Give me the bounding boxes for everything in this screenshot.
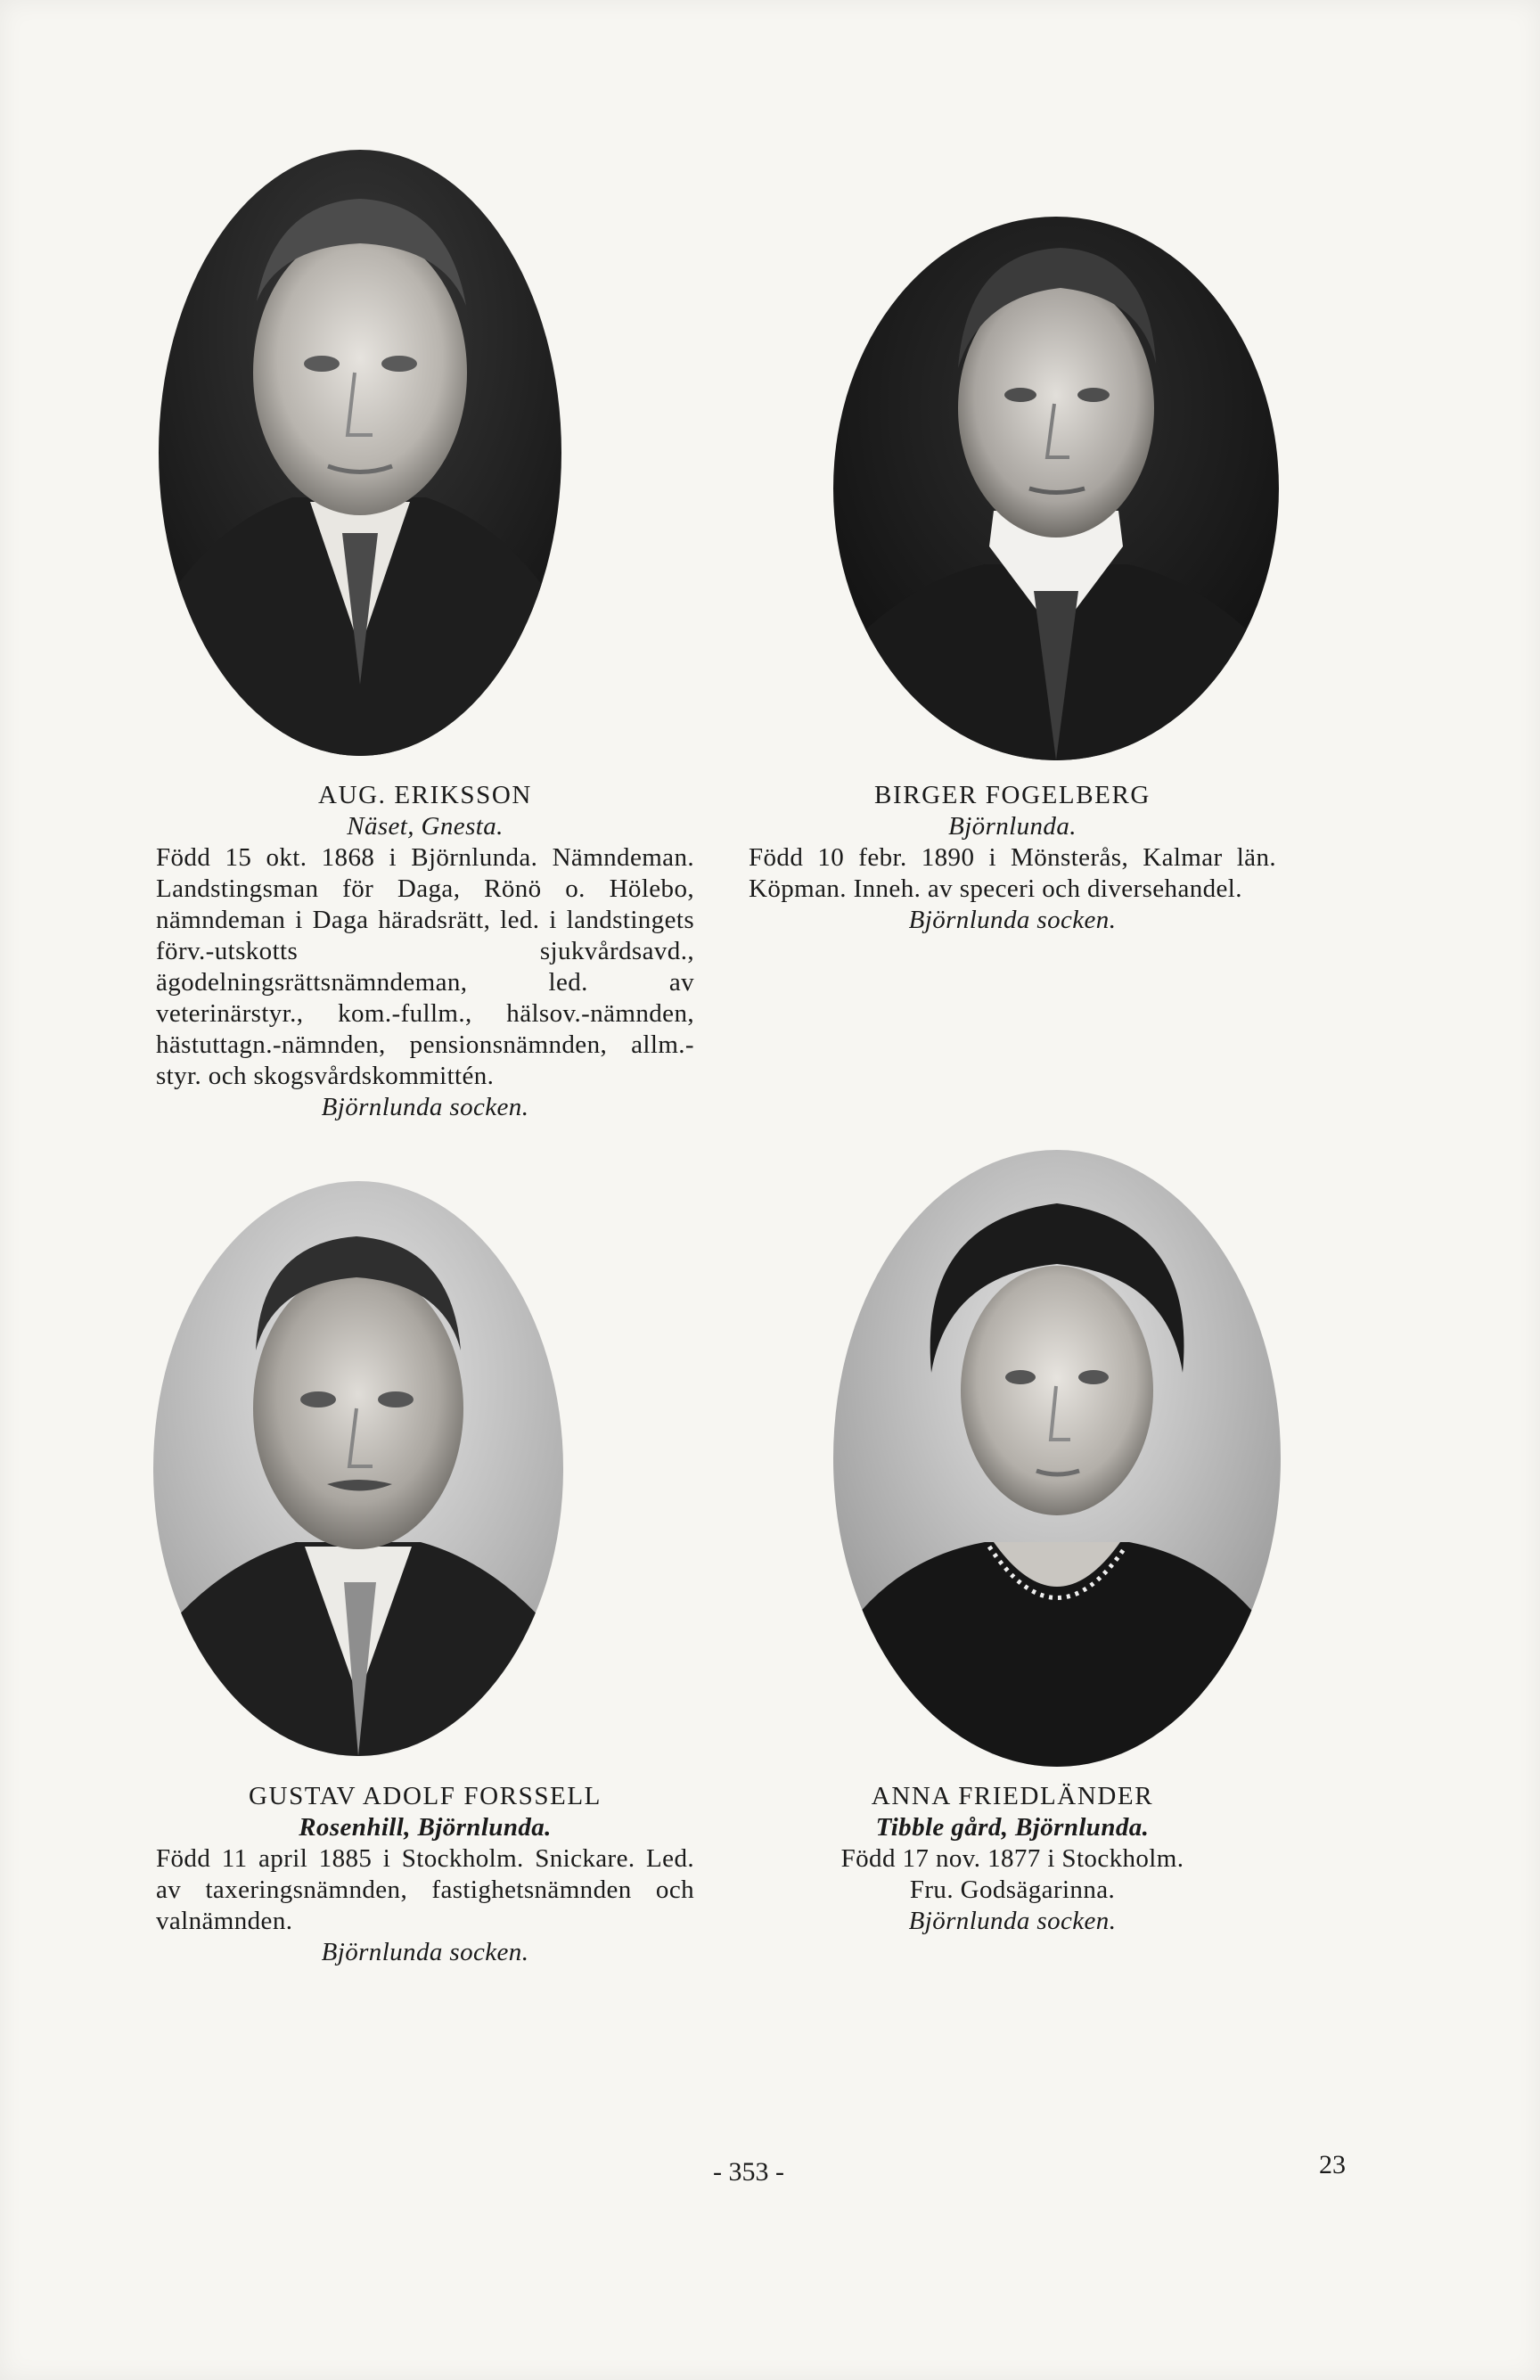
sheet-number: 23 bbox=[1319, 2150, 1346, 2179]
portrait-photo-image bbox=[153, 1181, 563, 1756]
person-biography: Född 15 okt. 1868 i Björnlunda. Nämndeman. Landstingsman för Daga, Rönö o. Hölebo, nämndeman i Daga häradsrätt, led. i landstingets förv.-utskotts sjukvårdsavd., ägodelningsrättsnämndeman, led. av veterinärstyr., kom.-fullm., hälsov.-nämnden, hästuttagn.-nämnden, pensionsnämnden, allm.-styr. och skogsvårdskommittén. bbox=[156, 843, 694, 1090]
portrait-photo-birger-fogelberg bbox=[833, 217, 1279, 760]
person-parish: Björnlunda socken. bbox=[321, 1938, 529, 1966]
person-parish: Björnlunda socken. bbox=[908, 906, 1117, 934]
caption-aug-eriksson bbox=[156, 780, 694, 1123]
person-biography-line-1: Född 17 nov. 1877 i Stockholm. bbox=[840, 1844, 1184, 1873]
portrait-photo-image bbox=[159, 150, 561, 756]
person-name: GUSTAV ADOLF FORSSELL bbox=[248, 1782, 602, 1810]
person-biography-line-2: Fru. Godsägarinna. bbox=[909, 1875, 1116, 1904]
person-residence: Tibble gård, Björnlunda. bbox=[875, 1813, 1150, 1842]
person-biography: Född 10 febr. 1890 i Mönsterås, Kalmar län. Köpman. Inneh. av speceri och diversehandel. bbox=[749, 843, 1276, 903]
person-parish: Björnlunda socken. bbox=[908, 1907, 1117, 1935]
person-residence: Rosenhill, Björnlunda. bbox=[299, 1813, 552, 1842]
caption-birger-fogelberg bbox=[749, 780, 1276, 936]
page-number: - 353 - bbox=[713, 2157, 784, 2187]
person-parish: Björnlunda socken. bbox=[321, 1093, 529, 1121]
caption-anna-friedlander bbox=[749, 1781, 1276, 1937]
portrait-photo-aug-eriksson bbox=[159, 150, 561, 756]
person-name: ANNA FRIEDLÄNDER bbox=[871, 1782, 1154, 1810]
person-name: BIRGER FOGELBERG bbox=[874, 781, 1151, 809]
person-residence: Näset, Gnesta. bbox=[347, 812, 504, 841]
portrait-photo-image bbox=[833, 1150, 1281, 1767]
portrait-photo-gustav-adolf-forssell bbox=[153, 1181, 563, 1756]
person-name: AUG. ERIKSSON bbox=[318, 781, 532, 809]
person-biography: Född 11 april 1885 i Stockholm. Snickare. Led. av taxeringsnämnden, fastighetsnämnden och valnämnden. bbox=[156, 1844, 694, 1935]
person-residence: Björnlunda. bbox=[948, 812, 1077, 841]
caption-gustav-adolf-forssell bbox=[156, 1781, 694, 1968]
portrait-photo-anna-friedlander bbox=[833, 1150, 1281, 1767]
portrait-photo-image bbox=[833, 217, 1279, 760]
